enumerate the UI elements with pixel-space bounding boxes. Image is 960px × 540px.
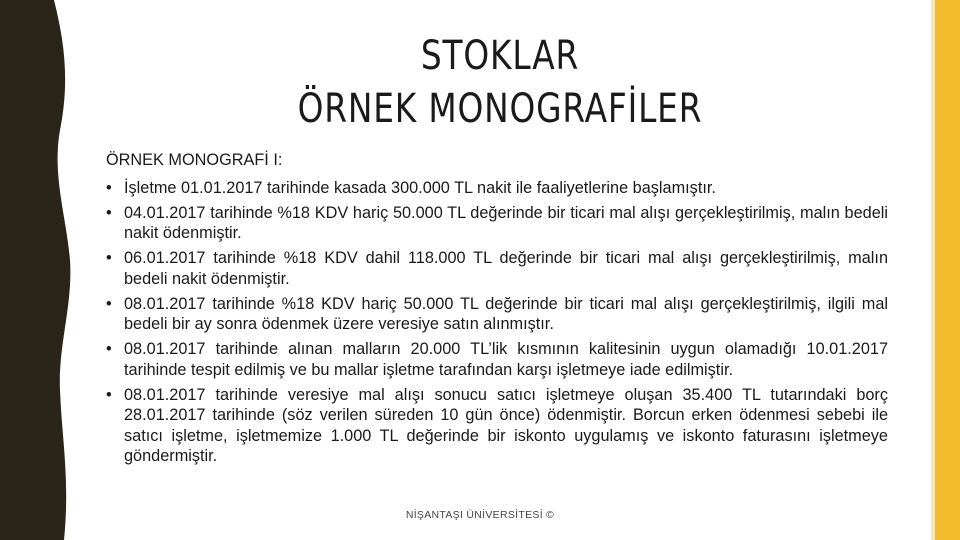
bullet-text: 08.01.2017 tarihinde %18 KDV hariç 50.000 TL değerinde bir ticari mal alışı gerçekleştirilmiş, ilgili mal bedeli bir ay sonra ödenmek üzere veresiye satın alınmıştır. — [124, 294, 888, 333]
bullet-text: 08.01.2017 tarihinde alınan malların 20.000 TL’lik kısmının kalitesinin uygun olamadığı 10.01.2017 tarihinde tespit edilmiş ve bu mallar işletme tarafından karşı işletmeye iade edilmiştir. — [124, 340, 888, 379]
title-line-2: ÖRNEK MONOGRAFİLER — [297, 86, 703, 132]
bullet-item — [106, 203, 888, 244]
bullet-list — [106, 178, 888, 467]
bullet-item — [106, 339, 888, 380]
left-decorative-band — [0, 0, 72, 540]
right-accent-bar — [935, 0, 960, 540]
section-heading: ÖRNEK MONOGRAFİ I: — [106, 151, 283, 169]
bullet-icon: • — [106, 178, 112, 197]
bullet-item — [106, 294, 888, 335]
title-line-1: STOKLAR — [420, 33, 580, 79]
content-area — [106, 150, 888, 471]
bullet-icon: • — [106, 385, 112, 404]
bullet-text: 04.01.2017 tarihinde %18 KDV hariç 50.000 TL değerinde bir ticari mal alışı gerçekleştirilmiş, malın bedeli nakit ödenmiştir. — [124, 203, 888, 242]
bullet-text: İşletme 01.01.2017 tarihinde kasada 300.000 TL nakit ile faaliyetlerine başlamıştır. — [124, 178, 716, 197]
footer-copyright: NİŞANTAŞI ÜNİVERSİTESİ © — [405, 509, 555, 521]
bullet-icon: • — [106, 203, 112, 222]
bullet-icon: • — [106, 249, 112, 267]
slide-title — [149, 30, 851, 136]
bullet-item — [106, 178, 888, 199]
bullet-icon: • — [106, 294, 112, 313]
bullet-icon: • — [106, 340, 112, 358]
bullet-item — [106, 248, 888, 289]
bullet-text: 06.01.2017 tarihinde %18 KDV dahil 118.000 TL değerinde bir ticari mal alışı gerçekleştirilmiş, malın bedeli nakit ödenmiştir. — [124, 249, 888, 288]
bullet-text: 08.01.2017 tarihinde veresiye mal alışı sonucu satıcı işletmeye oluşan 35.400 TL tutarındaki borç 28.01.2017 tarihinde (söz verilen süreden 10 gün önce) ödenmiştir. Borcun erken ödenmesi sebebi ile satıcı işletme, işletmemize 1.000 TL değerinde bir iskonto uygulamış ve iskonto faturasını işletmeye göndermiştir. — [124, 385, 888, 465]
bullet-item — [106, 385, 888, 467]
